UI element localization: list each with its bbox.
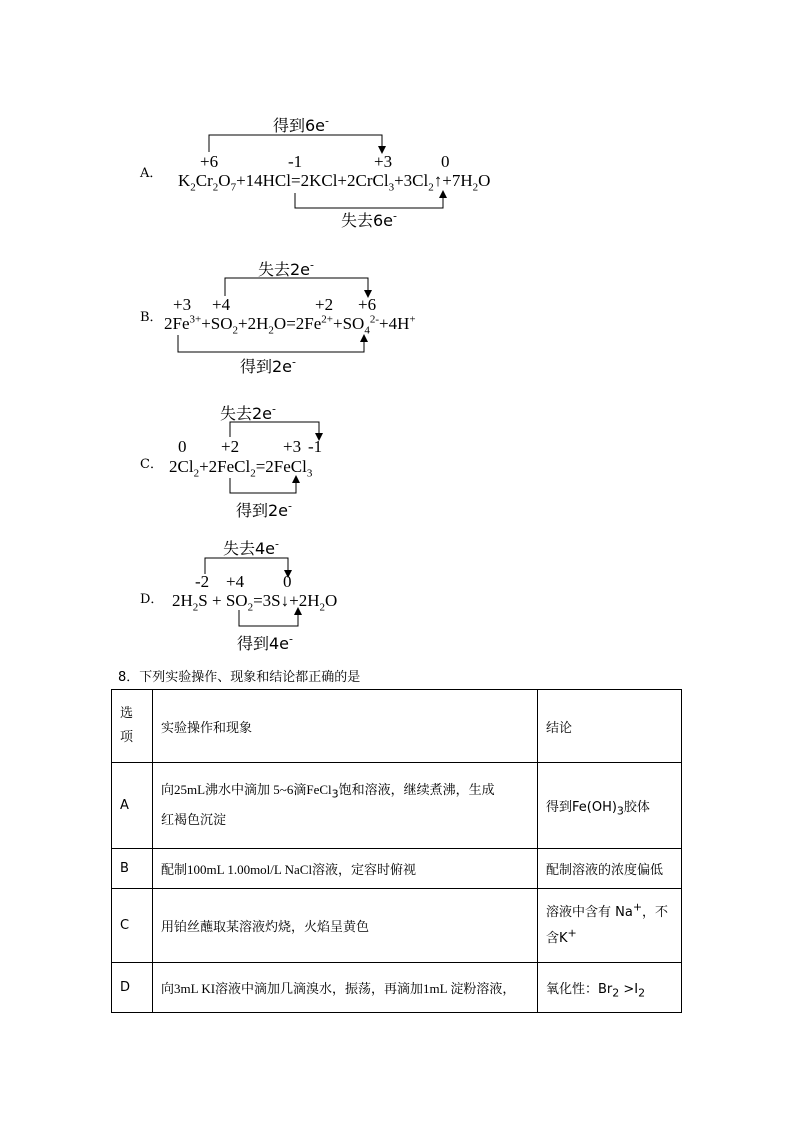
option-b-ox-fe2: +2 (315, 295, 334, 314)
header-conclusion: 结论 (546, 720, 573, 736)
row-c-option: C (112, 889, 153, 963)
header-option-cell (112, 690, 153, 763)
option-d-loss-bracket (205, 558, 288, 574)
option-d-ox-s-2: -2 (195, 572, 210, 591)
row-b-operation: 配制100mL 1.00mol/L NaCl溶液，定容时俯视 (153, 849, 538, 889)
option-b-ox-s4: +4 (212, 295, 231, 314)
option-a-equation: $K_2Cr_2O_7+14HCl=2KCl+2CrCl_3+3Cl_2↑+7H_2O$ (178, 171, 491, 194)
row-c-conclusion: 溶液中含有 Na+，不 含K+ (538, 889, 682, 963)
row-d-operation: 向3mL KI溶液中滴加几滴溴水，振荡，再滴加1mL 淀粉溶液， (153, 963, 538, 1013)
option-b-ox-s6: +6 (358, 295, 377, 314)
option-a-loss-label: 失去6e- (341, 209, 398, 230)
option-b-ox-fe3: +3 (173, 295, 192, 314)
option-b-label: B． (140, 310, 163, 325)
option-c-gain-bracket (230, 478, 296, 493)
option-b-loss-bracket (225, 278, 368, 296)
row-b-conclusion: 配制溶液的浓度偏低 (538, 849, 682, 889)
option-c-gain-label: 得到2e- (236, 499, 293, 520)
table-row-a (112, 763, 682, 849)
option-d-loss-label: 失去4e- (223, 537, 280, 558)
option-c-loss-bracket (230, 422, 319, 437)
row-d-option: D (112, 963, 153, 1013)
table-row-c (112, 889, 682, 963)
option-b-gain-label: 得到2e- (240, 355, 297, 376)
option-c-equation: $2Cl_2+2FeCl_2=2FeCl_3$ (169, 457, 313, 480)
row-a-option: A (112, 763, 153, 849)
option-c-label: C． (140, 457, 163, 472)
option-a-gain-bracket (209, 135, 382, 152)
option-d-ox-s0: 0 (283, 572, 292, 591)
answer-table (111, 689, 682, 1013)
option-b-gain-bracket (178, 335, 364, 352)
header-operation: 实验操作和现象 (161, 720, 253, 736)
option-c-loss-label: 失去2e- (220, 402, 277, 423)
option-a-loss-bracket (295, 193, 443, 208)
question-8-stem: 8．下列实验操作、现象和结论都正确的是 (118, 670, 361, 685)
option-a-ox-cl: -1 (288, 152, 303, 171)
option-a-gain-label: 得到6e- (273, 114, 330, 135)
option-a-ox-cl2: 0 (441, 152, 450, 171)
option-d-gain-label: 得到4e- (237, 632, 294, 653)
option-d-ox-s4: +4 (226, 572, 245, 591)
option-b-loss-label: 失去2e- (258, 258, 315, 279)
table-header-row (112, 690, 682, 763)
option-c-ox-cl0: 0 (178, 437, 187, 456)
option-c-ox-cl-1: -1 (308, 437, 323, 456)
option-c-ox-fe2: +2 (221, 437, 240, 456)
option-c-ox-fe3: +3 (283, 437, 302, 456)
row-d-conclusion: 氧化性：$Br_2 >I_2$ (538, 963, 682, 1013)
row-a-operation: 向25mL沸水中滴加 5~6滴FeCl$_3$饱和溶液，继续煮沸，生成 红褐色沉淀 (153, 763, 538, 849)
row-a-conclusion: 得到$Fe(OH)_3$胶体 (538, 763, 682, 849)
table-row-d (112, 963, 682, 1013)
table-row-b (112, 849, 682, 889)
option-a-ox-cr: +6 (200, 152, 219, 171)
option-a-ox-cr3: +3 (374, 152, 393, 171)
option-d-label: D． (140, 592, 164, 607)
option-d-equation: $2H_2S$ + $SO_2=3S↓+2H_2O$ (172, 591, 338, 614)
header-operation-cell (153, 690, 538, 763)
row-c-operation: 用铂丝蘸取某溶液灼烧，火焰呈黄色 (153, 889, 538, 963)
header-option: 选项 (120, 706, 134, 745)
row-b-option: B (112, 849, 153, 889)
option-b-equation: $2Fe^{3+}+SO_2+2H_2O=2Fe^{2+}+SO_4^{2-}+4H^+$ (164, 313, 416, 337)
option-a-label: A． (140, 166, 163, 181)
header-conclusion-cell (538, 690, 682, 763)
